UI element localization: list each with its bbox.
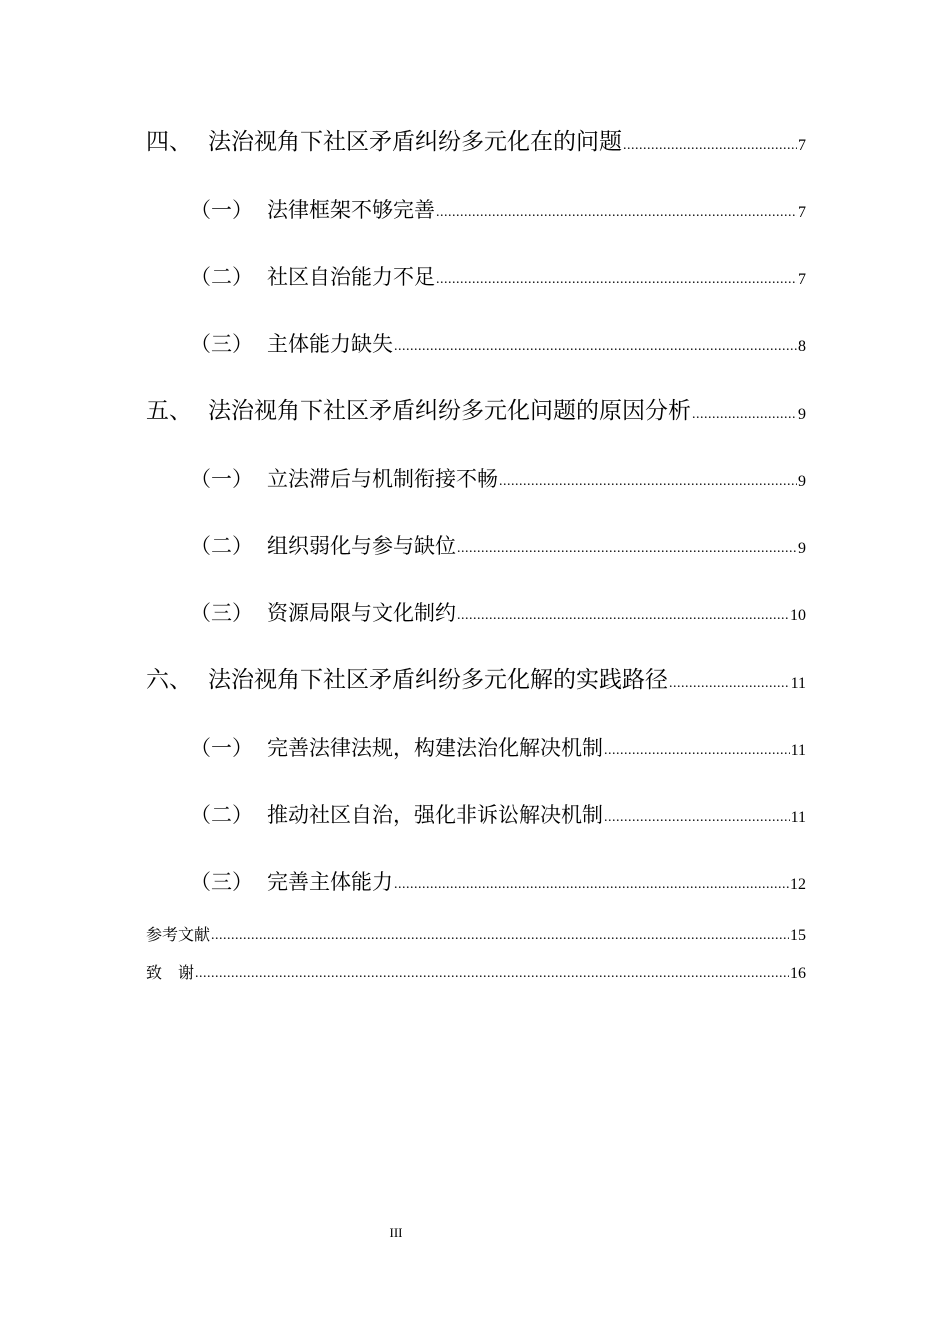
toc-entry-title: 完善法律法规，构建法治化解决机制 bbox=[267, 736, 603, 760]
toc-entry-number: （一） bbox=[190, 736, 253, 760]
toc-entry-section-5-3[interactable] bbox=[190, 599, 806, 627]
dot-leader bbox=[457, 542, 797, 556]
dot-leader bbox=[436, 206, 797, 220]
toc-entry-number: 五、 bbox=[146, 398, 192, 424]
toc-entry-title: 法治视角下社区矛盾纠纷多元化在的问题 bbox=[208, 129, 622, 155]
toc-entry-title: 法律框架不够完善 bbox=[267, 198, 435, 222]
toc-entry-page: 12 bbox=[790, 876, 806, 893]
toc-entry-section-4-3[interactable] bbox=[190, 330, 806, 358]
toc-entry-title: 资源局限与文化制约 bbox=[267, 601, 456, 625]
toc-entry-title: 组织弱化与参与缺位 bbox=[267, 534, 456, 558]
toc-entry-section-6-3[interactable] bbox=[190, 868, 806, 896]
toc-entry-number: （一） bbox=[190, 198, 253, 222]
toc-entry-number: （二） bbox=[190, 534, 253, 558]
toc-entry-page: 10 bbox=[790, 607, 806, 624]
toc-entry-chapter-5[interactable] bbox=[146, 396, 806, 426]
dot-leader bbox=[457, 609, 789, 623]
toc-entry-page: 15 bbox=[790, 927, 806, 944]
dot-leader bbox=[394, 340, 797, 354]
toc-entry-title: 主体能力缺失 bbox=[267, 332, 393, 356]
toc-entry-title: 推动社区自治，强化非诉讼解决机制 bbox=[267, 803, 603, 827]
dot-leader bbox=[211, 929, 789, 943]
page-number: III bbox=[389, 1225, 403, 1240]
toc-entry-number: 四、 bbox=[146, 129, 192, 155]
dot-leader bbox=[623, 139, 797, 153]
toc-entry-section-4-2[interactable] bbox=[190, 263, 806, 291]
toc-entry-acknowledgements[interactable] bbox=[146, 962, 806, 984]
toc-entry-section-6-2[interactable] bbox=[190, 801, 806, 829]
toc-entry-section-5-1[interactable] bbox=[190, 465, 806, 493]
toc-entry-page: 9 bbox=[798, 406, 806, 423]
toc-entry-title: 法治视角下社区矛盾纠纷多元化问题的原因分析 bbox=[208, 398, 691, 424]
dot-leader bbox=[499, 475, 797, 489]
toc-entry-title: 社区自治能力不足 bbox=[267, 265, 435, 289]
dot-leader bbox=[436, 273, 797, 287]
toc-entry-title: 完善主体能力 bbox=[267, 870, 393, 894]
toc-entry-page: 11 bbox=[790, 809, 806, 826]
toc-entry-number: （一） bbox=[190, 467, 253, 491]
toc-entry-section-5-2[interactable] bbox=[190, 532, 806, 560]
toc-entry-number: （二） bbox=[190, 265, 253, 289]
toc-entry-section-6-1[interactable] bbox=[190, 734, 806, 762]
dot-leader bbox=[692, 408, 797, 422]
toc-entry-page: 7 bbox=[798, 204, 806, 221]
toc-entry-title: 参考文献 bbox=[146, 925, 211, 944]
toc-entry-page: 11 bbox=[790, 742, 806, 759]
toc-entry-title: 致 谢 bbox=[146, 963, 195, 982]
toc-entry-number: 六、 bbox=[146, 667, 192, 693]
toc-entry-page: 9 bbox=[798, 540, 806, 557]
toc-entry-title: 立法滞后与机制衔接不畅 bbox=[267, 467, 498, 491]
toc-entry-page: 11 bbox=[790, 675, 806, 692]
toc-entry-page: 7 bbox=[798, 271, 806, 288]
dot-leader bbox=[394, 878, 789, 892]
toc-entry-page: 7 bbox=[798, 137, 806, 154]
toc-entry-number: （三） bbox=[190, 870, 253, 894]
toc-entry-number: （三） bbox=[190, 601, 253, 625]
toc-entry-references[interactable] bbox=[146, 924, 806, 946]
toc-entry-chapter-4[interactable] bbox=[146, 127, 806, 157]
toc-entry-number: （二） bbox=[190, 803, 253, 827]
toc-entry-page: 9 bbox=[798, 473, 806, 490]
toc-entry-number: （三） bbox=[190, 332, 253, 356]
dot-leader bbox=[195, 967, 789, 981]
toc-entry-chapter-6[interactable] bbox=[146, 665, 806, 695]
dot-leader bbox=[604, 811, 790, 825]
dot-leader bbox=[669, 677, 790, 691]
toc-entry-section-4-1[interactable] bbox=[190, 196, 806, 224]
toc-entry-page: 16 bbox=[790, 965, 806, 982]
toc-entry-title: 法治视角下社区矛盾纠纷多元化解的实践路径 bbox=[208, 667, 668, 693]
dot-leader bbox=[604, 744, 790, 758]
toc-entry-page: 8 bbox=[798, 338, 806, 355]
